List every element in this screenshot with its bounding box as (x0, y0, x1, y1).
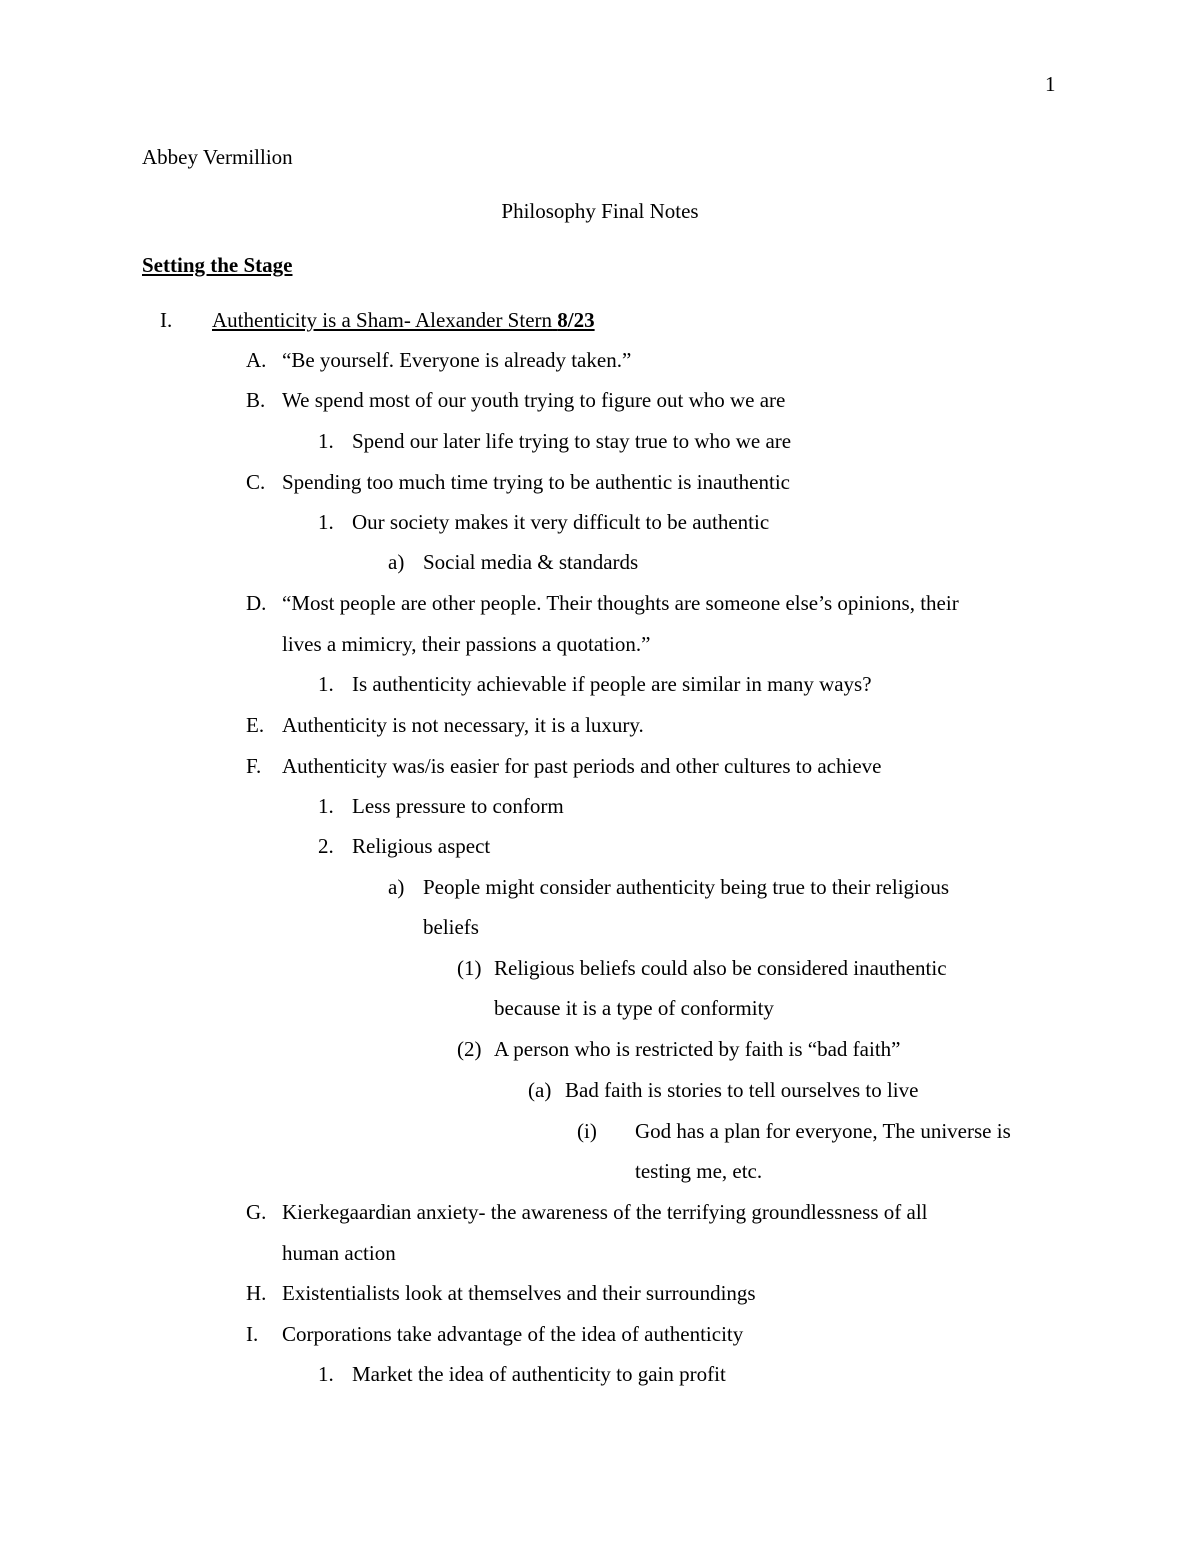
page-number: 1 (1045, 72, 1056, 96)
outline-item-F2a2: A person who is restricted by faith is “bad faith” (494, 1037, 901, 1061)
outline-item-D-line2: lives a mimicry, their passions a quotation.” (282, 632, 651, 656)
outline-marker-F: F. (246, 754, 262, 778)
outline-item-F2: Religious aspect (352, 834, 491, 858)
outline-marker-F2a2a: (a) (528, 1078, 552, 1102)
outline-marker-B1: 1. (318, 429, 334, 453)
outline-item-E: Authenticity is not necessary, it is a luxury. (282, 713, 644, 737)
outline-marker-I: I. (160, 308, 173, 332)
outline-marker-F2a2: (2) (457, 1037, 482, 1061)
outline-item-F2a1-line1: Religious beliefs could also be considered inauthentic (494, 956, 947, 980)
outline-item-I-date: 8/23 (557, 308, 595, 332)
outline-marker-I2-1: 1. (318, 1362, 334, 1386)
outline-marker-F2a2ai: (i) (577, 1119, 597, 1143)
outline-marker-B: B. (246, 388, 266, 412)
outline-marker-A: A. (246, 348, 267, 372)
outline-marker-F2a1: (1) (457, 956, 482, 980)
outline-item-B1: Spend our later life trying to stay true to who we are (352, 429, 792, 453)
outline-item-F1: Less pressure to conform (352, 794, 564, 818)
outline-marker-F2a: a) (388, 875, 405, 899)
outline-item-D1: Is authenticity achievable if people are similar in many ways? (352, 672, 872, 696)
outline-item-A: “Be yourself. Everyone is already taken.” (282, 348, 632, 372)
outline-item-I2: Corporations take advantage of the idea of authenticity (282, 1322, 744, 1346)
outline-marker-I2: I. (246, 1322, 259, 1346)
outline-item-G-line2: human action (282, 1241, 396, 1265)
outline-marker-D1: 1. (318, 672, 334, 696)
outline-item-I (212, 306, 595, 334)
outline-item-F2a2ai-line2: testing me, etc. (635, 1159, 763, 1183)
outline-item-F2a2ai-line1: God has a plan for everyone, The universe is (635, 1119, 1011, 1143)
outline-marker-F1: 1. (318, 794, 334, 818)
outline-item-F: Authenticity was/is easier for past periods and other cultures to achieve (282, 754, 882, 778)
outline-marker-C: C. (246, 470, 266, 494)
outline-item-C: Spending too much time trying to be authentic is inauthentic (282, 470, 790, 494)
outline-item-B: We spend most of our youth trying to figure out who we are (282, 388, 786, 412)
outline-marker-F2: 2. (318, 834, 334, 858)
outline-item-C1: Our society makes it very difficult to be authentic (352, 510, 770, 534)
outline-marker-D: D. (246, 591, 267, 615)
outline-item-I2-1: Market the idea of authenticity to gain profit (352, 1362, 726, 1386)
outline-marker-C1: 1. (318, 510, 334, 534)
outline-marker-C1a: a) (388, 550, 405, 574)
outline-item-G-line1: Kierkegaardian anxiety- the awareness of the terrifying groundlessness of all (282, 1200, 928, 1224)
outline-marker-G: G. (246, 1200, 267, 1224)
section-heading: Setting the Stage (142, 253, 293, 277)
outline-item-C1a: Social media & standards (423, 550, 639, 574)
outline-item-F2a2a: Bad faith is stories to tell ourselves to live (565, 1078, 919, 1102)
outline-item-I-text: Authenticity is a Sham- Alexander Stern (212, 308, 553, 332)
outline-item-F2a1-line2: because it is a type of conformity (494, 996, 774, 1020)
outline-marker-H: H. (246, 1281, 267, 1305)
author-name: Abbey Vermillion (142, 145, 293, 169)
document-title: Philosophy Final Notes (501, 199, 699, 223)
outline-item-D-line1: “Most people are other people. Their thoughts are someone else’s opinions, their (282, 591, 959, 615)
outline-item-F2a-line1: People might consider authenticity being true to their religious (423, 875, 950, 899)
outline-marker-E: E. (246, 713, 265, 737)
outline-item-F2a-line2: beliefs (423, 915, 479, 939)
outline-item-H: Existentialists look at themselves and their surroundings (282, 1281, 756, 1305)
